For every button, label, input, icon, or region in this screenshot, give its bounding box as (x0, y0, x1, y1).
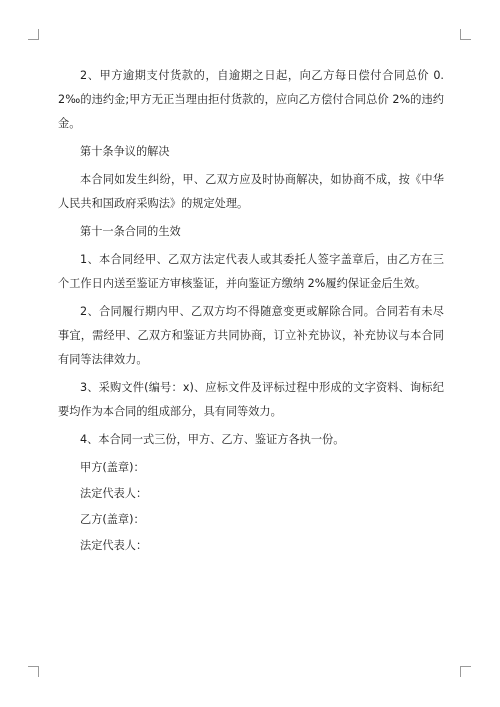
crop-mark-bottom-left (28, 666, 39, 677)
party-a-representative-line: 法定代表人： (80, 487, 148, 500)
dispute-resolution-paragraph: 本合同如发生纠纷，甲、乙双方应及时协商解决，如协商不成，按《中华人民共和国政府采购法》的规定处理。 (58, 173, 444, 210)
effectiveness-clause-3: 3、采购文件(编号：x)、应标文件及评标过程中形成的文字资料、询标纪要均作为本合同的组成部分，具有同等效力。 (58, 381, 444, 418)
article-11-heading: 第十一条合同的生效 (80, 225, 181, 238)
document-body (58, 64, 444, 560)
crop-mark-top-left (28, 29, 39, 40)
effectiveness-clause-1: 1、本合同经甲、乙双方法定代表人或其委托人签字盖章后，由乙方在三个工作日内送至鉴证方审核鉴证，并向鉴证方缴纳 2%履约保证金后生效。 (58, 253, 444, 290)
party-b-representative-line: 法定代表人： (80, 539, 148, 552)
effectiveness-clause-2: 2、合同履行期内甲、乙双方均不得随意变更或解除合同。合同若有未尽事宜，需经甲、乙双方和鉴证方共同协商，订立补充协议，补充协议与本合同有同等法律效力。 (58, 305, 444, 366)
effectiveness-clause-4: 4、本合同一式三份，甲方、乙方、鉴证方各执一份。 (80, 433, 345, 446)
article-10-heading: 第十条争议的解决 (80, 145, 170, 158)
party-a-seal-line: 甲方(盖章)： (80, 461, 145, 474)
party-b-seal-line: 乙方(盖章)： (80, 513, 145, 526)
clause-2-late-payment: 2、甲方逾期支付货款的，自逾期之日起，向乙方每日偿付合同总价 0.2‰的违约金;甲方无正当理由拒付货款的，应向乙方偿付合同总价 2%的违约金。 (58, 69, 444, 130)
crop-mark-top-right (460, 29, 471, 40)
crop-mark-bottom-right (460, 666, 471, 677)
